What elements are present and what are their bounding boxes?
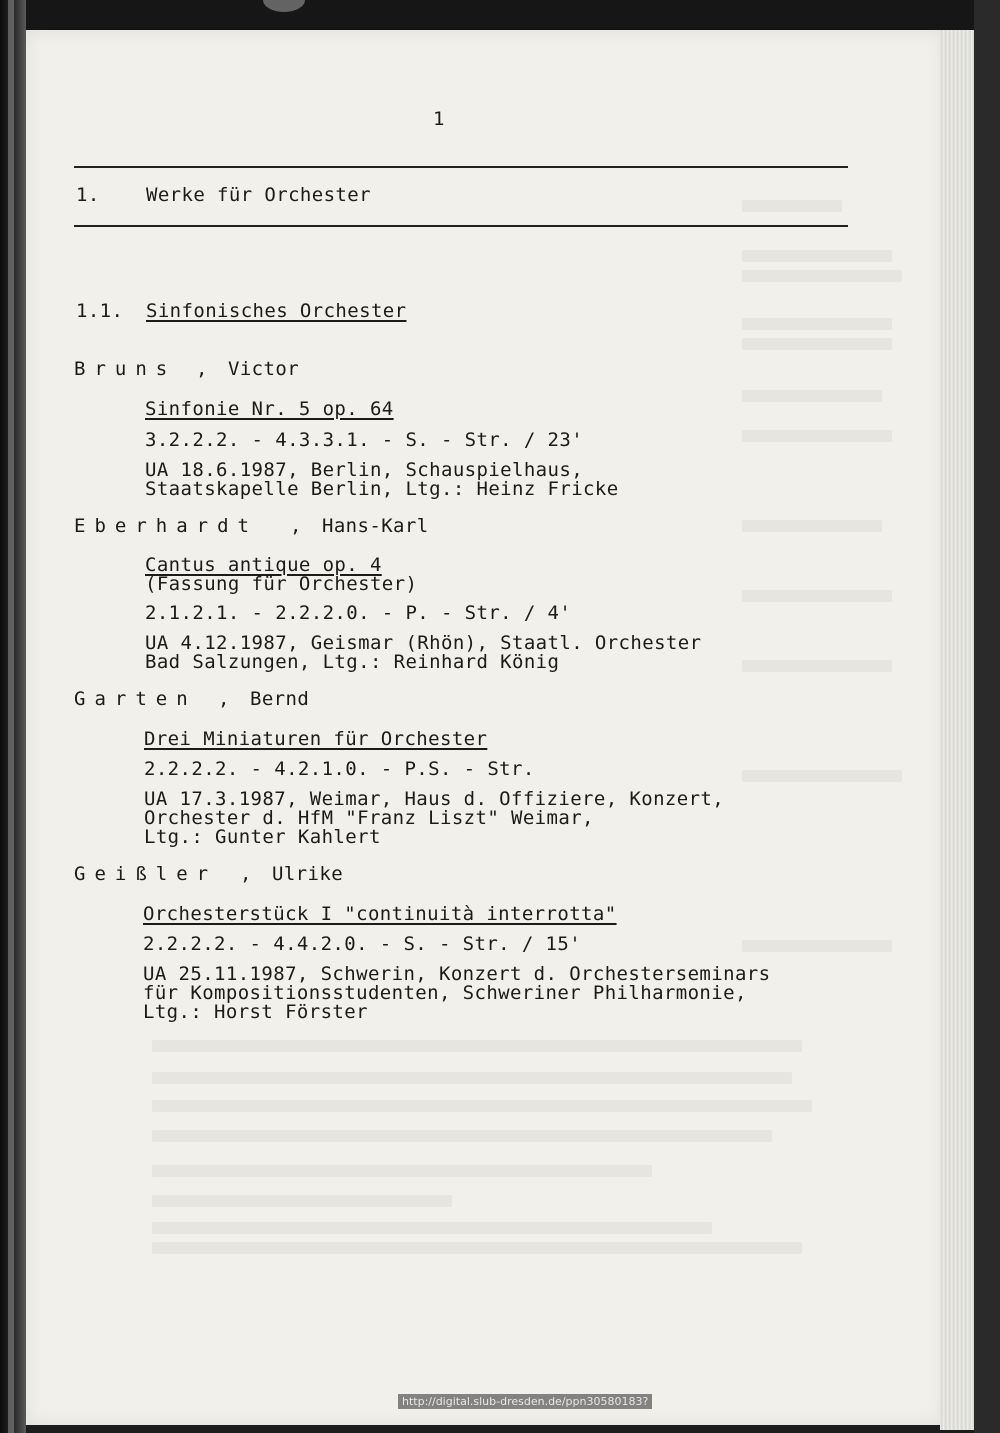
subsection-title: Sinfonisches Orchester (146, 300, 407, 322)
premiere-line: Ltg.: Horst Förster (143, 1001, 368, 1023)
section-number: 1. (76, 184, 100, 206)
premiere-line: Staatskapelle Berlin, Ltg.: Heinz Fricke (145, 478, 619, 500)
work-scoring: 2.2.2.2. - 4.4.2.0. - S. - Str. / 15' (143, 933, 582, 955)
premiere-line: Bad Salzungen, Ltg.: Reinhard König (145, 651, 560, 673)
subsection-number: 1.1. (76, 300, 124, 322)
composer-firstname: Hans-Karl (322, 515, 429, 537)
premiere-line: UA 17.3.1987, Weimar, Haus d. Offiziere, Konzert, (144, 788, 725, 810)
work-title: Orchesterstück I "continuità interrotta" (143, 903, 617, 925)
work-scoring: 2.1.2.1. - 2.2.2.0. - P. - Str. / 4' (145, 602, 572, 624)
composer-separator: , (240, 863, 252, 885)
work-scoring: 2.2.2.2. - 4.2.1.0. - P.S. - Str. (144, 758, 535, 780)
work-title: Sinfonie Nr. 5 op. 64 (145, 398, 394, 420)
composer-surname: Geißler (74, 863, 218, 885)
work-title: Cantus antique op. 4 (145, 554, 382, 576)
section-title: Werke für Orchester (146, 184, 371, 206)
premiere-line: für Kompositionsstudenten, Schweriner Philharmonie, (143, 982, 747, 1004)
premiere-line: UA 25.11.1987, Schwerin, Konzert d. Orchesterseminars (143, 963, 771, 985)
composer-surname: Garten (74, 688, 197, 710)
composer-surname: Eberhardt (74, 515, 258, 537)
work-subtitle: (Fassung für Orchester) (145, 573, 418, 595)
work-title: Drei Miniaturen für Orchester (144, 728, 488, 750)
premiere-line: Ltg.: Gunter Kahlert (144, 826, 381, 848)
section-rule-top (74, 166, 848, 168)
composer-separator: , (290, 515, 302, 537)
premiere-line: UA 18.6.1987, Berlin, Schauspielhaus, (145, 459, 584, 481)
composer-firstname: Ulrike (272, 863, 344, 885)
composer-firstname: Bernd (250, 688, 310, 710)
composer-separator: , (196, 358, 208, 380)
premiere-line: UA 4.12.1987, Geismar (Rhön), Staatl. Orchester (145, 632, 702, 654)
composer-firstname: Victor (228, 358, 300, 380)
composer-surname: Bruns (74, 358, 177, 380)
section-rule-bottom (74, 225, 848, 227)
source-url-watermark[interactable]: http://digital.slub-dresden.de/ppn30580183? (398, 1394, 652, 1409)
premiere-line: Orchester d. HfM "Franz Liszt" Weimar, (144, 807, 594, 829)
composer-separator: , (218, 688, 230, 710)
work-scoring: 3.2.2.2. - 4.3.3.1. - S. - Str. / 23' (145, 429, 584, 451)
page-number: 1 (433, 108, 445, 130)
